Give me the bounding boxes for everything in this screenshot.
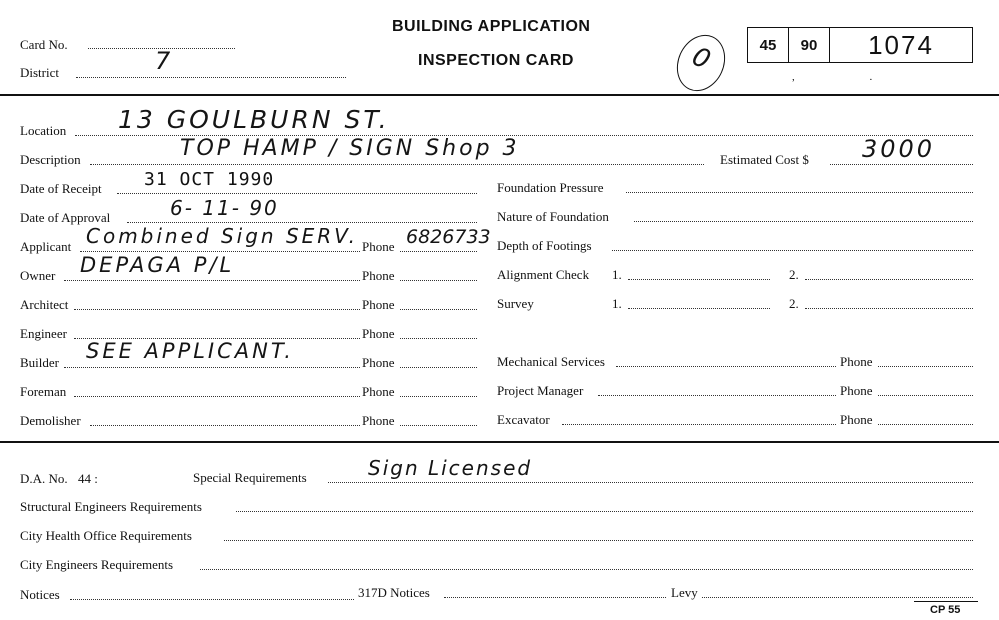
- excavator-field[interactable]: [562, 424, 836, 425]
- applicant-label: Applicant: [20, 239, 72, 254]
- card-no-label: Card No.: [20, 37, 68, 52]
- depth-of-footings-label: Depth of Footings: [497, 238, 592, 253]
- demolisher-phone-label: Phone: [362, 413, 395, 428]
- demolisher-field[interactable]: [90, 425, 360, 426]
- foundation-pressure-label: Foundation Pressure: [497, 180, 604, 195]
- date-of-receipt-field[interactable]: [117, 193, 477, 194]
- builder-phone-label: Phone: [362, 355, 395, 370]
- applicant-phone-value: 6826733: [406, 226, 491, 248]
- estimated-cost-field[interactable]: [830, 164, 973, 165]
- mechanical-phone-field[interactable]: [878, 366, 973, 367]
- foundation-pressure-field[interactable]: [626, 192, 973, 193]
- levy-label: Levy: [671, 585, 698, 600]
- da-no-value: 44 :: [78, 471, 98, 486]
- file-box-cell-3: 1074: [829, 27, 973, 63]
- project-manager-field[interactable]: [598, 395, 836, 396]
- architect-phone-label: Phone: [362, 297, 395, 312]
- foreman-field[interactable]: [74, 396, 360, 397]
- form-title-line2: INSPECTION CARD: [418, 52, 574, 69]
- owner-phone-label: Phone: [362, 268, 395, 283]
- city-health-field[interactable]: [224, 540, 973, 541]
- survey-label: Survey: [497, 296, 534, 311]
- form-code-rule: [914, 601, 978, 602]
- notices-317d-field[interactable]: [444, 597, 666, 598]
- box-tick-marks: , .: [792, 71, 909, 83]
- date-of-receipt-stamp: 31 OCT 1990: [144, 169, 275, 190]
- levy-field[interactable]: [702, 597, 973, 598]
- estimated-cost-value: 3000: [862, 135, 936, 163]
- form-title-line1: BUILDING APPLICATION: [392, 18, 591, 35]
- file-box-cell-1: 45: [747, 27, 789, 63]
- da-no-label: D.A. No.: [20, 471, 68, 486]
- city-health-label: City Health Office Requirements: [20, 528, 192, 543]
- architect-field[interactable]: [74, 309, 360, 310]
- location-value: 13 GOULBURN ST.: [118, 105, 390, 134]
- description-label: Description: [20, 152, 81, 167]
- notices-317d-label: 317D Notices: [358, 585, 430, 600]
- nature-of-foundation-label: Nature of Foundation: [497, 209, 609, 224]
- circled-mark-value: 0: [687, 41, 715, 76]
- applicant-phone-field[interactable]: [400, 251, 477, 252]
- district-label: District: [20, 65, 59, 80]
- mechanical-services-field[interactable]: [616, 366, 836, 367]
- district-value: 7: [155, 47, 173, 75]
- survey-2-label: 2.: [789, 296, 799, 311]
- owner-phone-field[interactable]: [400, 280, 477, 281]
- mechanical-phone-label: Phone: [840, 354, 873, 369]
- builder-field[interactable]: [64, 367, 360, 368]
- depth-of-footings-field[interactable]: [612, 250, 973, 251]
- special-requirements-value: Sign Licensed: [368, 456, 533, 480]
- date-of-approval-value: 6- 11- 90: [170, 196, 279, 220]
- survey-1-label: 1.: [612, 296, 622, 311]
- survey-1-field[interactable]: [628, 308, 770, 309]
- excavator-phone-label: Phone: [840, 412, 873, 427]
- applicant-field[interactable]: [80, 251, 360, 252]
- circled-mark: [668, 27, 734, 99]
- city-engineers-label: City Engineers Requirements: [20, 557, 174, 572]
- notices-field[interactable]: [70, 599, 354, 600]
- structural-engineers-field[interactable]: [236, 511, 973, 512]
- foreman-label: Foreman: [20, 384, 67, 399]
- estimated-cost-label: Estimated Cost $: [720, 152, 809, 167]
- form-code: CP 55: [930, 604, 961, 616]
- alignment-check-2-field[interactable]: [805, 279, 973, 280]
- applicant-value: Combined Sign SERV.: [86, 224, 358, 248]
- builder-phone-field[interactable]: [400, 367, 477, 368]
- notices-label: Notices: [20, 587, 60, 602]
- date-of-receipt-label: Date of Receipt: [20, 181, 102, 196]
- location-label: Location: [20, 123, 67, 138]
- special-requirements-field[interactable]: [328, 482, 973, 483]
- owner-field[interactable]: [64, 280, 360, 281]
- description-field[interactable]: [90, 164, 704, 165]
- project-manager-label: Project Manager: [497, 383, 584, 398]
- engineer-label: Engineer: [20, 326, 67, 341]
- header-divider: [0, 94, 999, 96]
- owner-label: Owner: [20, 268, 56, 283]
- alignment-check-1-label: 1.: [612, 267, 622, 282]
- alignment-check-1-field[interactable]: [628, 279, 770, 280]
- foreman-phone-field[interactable]: [400, 396, 477, 397]
- foreman-phone-label: Phone: [362, 384, 395, 399]
- project-manager-phone-label: Phone: [840, 383, 873, 398]
- special-requirements-label: Special Requirements: [193, 470, 307, 485]
- demolisher-phone-field[interactable]: [400, 425, 477, 426]
- description-value: TOP HAMP / SIGN Shop 3: [180, 136, 520, 161]
- project-manager-phone-field[interactable]: [878, 395, 973, 396]
- owner-value: DEPAGA P/L: [80, 253, 235, 277]
- alignment-check-2-label: 2.: [789, 267, 799, 282]
- architect-phone-field[interactable]: [400, 309, 477, 310]
- builder-value: SEE APPLICANT.: [86, 339, 294, 363]
- survey-2-field[interactable]: [805, 308, 973, 309]
- structural-engineers-label: Structural Engineers Requirements: [20, 499, 202, 514]
- district-field[interactable]: [76, 77, 346, 78]
- applicant-phone-label: Phone: [362, 239, 395, 254]
- nature-of-foundation-field[interactable]: [634, 221, 973, 222]
- date-of-approval-field[interactable]: [127, 222, 477, 223]
- engineer-phone-label: Phone: [362, 326, 395, 341]
- date-of-approval-label: Date of Approval: [20, 210, 111, 225]
- section-divider: [0, 441, 999, 443]
- alignment-check-label: Alignment Check: [497, 267, 590, 282]
- architect-label: Architect: [20, 297, 69, 312]
- mechanical-services-label: Mechanical Services: [497, 354, 605, 369]
- city-engineers-field[interactable]: [200, 569, 973, 570]
- excavator-label: Excavator: [497, 412, 550, 427]
- excavator-phone-field[interactable]: [878, 424, 973, 425]
- demolisher-label: Demolisher: [20, 413, 81, 428]
- engineer-phone-field[interactable]: [400, 338, 477, 339]
- file-box-cell-2: 90: [788, 27, 830, 63]
- builder-label: Builder: [20, 355, 59, 370]
